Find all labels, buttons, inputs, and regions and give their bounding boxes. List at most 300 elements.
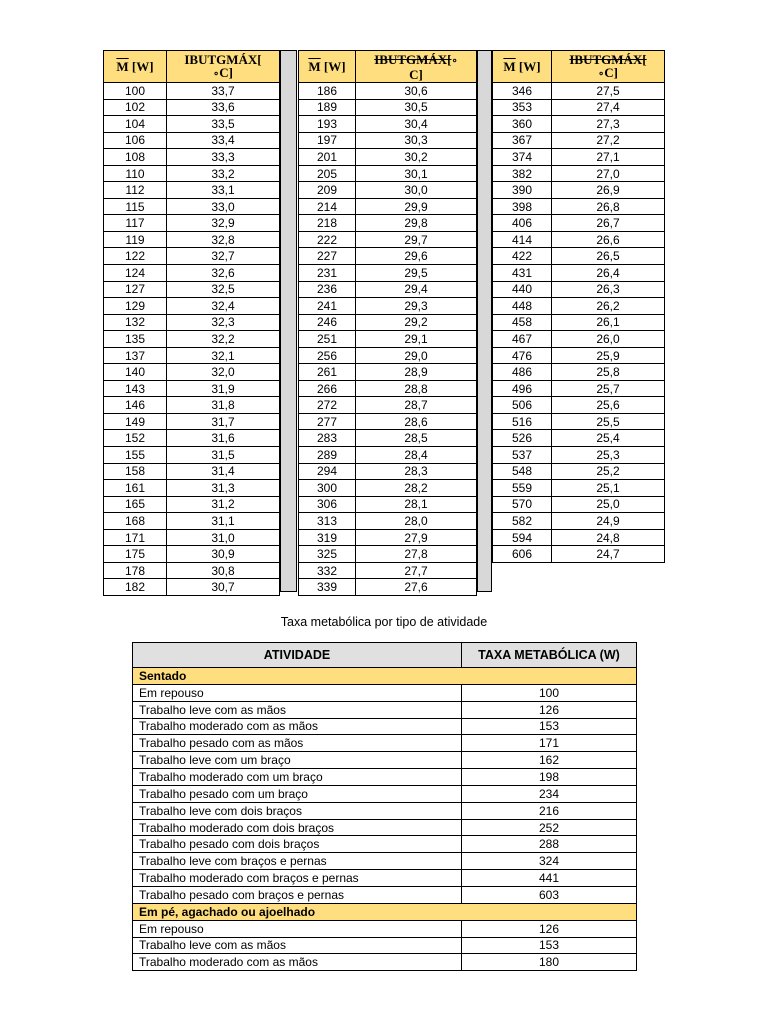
- table-row: [299, 480, 477, 497]
- table-row: [104, 248, 280, 265]
- ibutg-max-cell: 33,2: [167, 165, 280, 182]
- metabolic-rate-cell: 319: [299, 529, 356, 546]
- metabolic-rate-cell: 152: [104, 430, 167, 447]
- group-label: Sentado: [133, 668, 637, 685]
- ibutg-max-cell: 26,6: [552, 231, 665, 248]
- table-row: [133, 836, 637, 853]
- table-row: [104, 83, 280, 100]
- metabolic-rate-cell: 422: [493, 248, 552, 265]
- table-row: [493, 165, 665, 182]
- metabolic-rate-cell: 283: [299, 430, 356, 447]
- ibutg-max-cell: 26,7: [552, 215, 665, 232]
- table-row: [493, 99, 665, 116]
- metabolic-rate-cell: 570: [493, 496, 552, 513]
- metabolic-rate-cell: 486: [493, 364, 552, 381]
- table-row: [493, 198, 665, 215]
- ibutg-max-cell: 24,9: [552, 513, 665, 530]
- metabolic-rate-cell: 306: [299, 496, 356, 513]
- ibutg-max-cell: 28,0: [356, 513, 477, 530]
- table-row: [299, 562, 477, 579]
- ibutg-max-cell: 29,5: [356, 265, 477, 282]
- table-row: [299, 83, 477, 100]
- table-row: [299, 513, 477, 530]
- metabolic-rate-cell: 261: [299, 364, 356, 381]
- table-row: [493, 397, 665, 414]
- activity-cell: Trabalho leve com dois braços: [133, 802, 462, 819]
- ibutg-max-cell: 30,4: [356, 116, 477, 133]
- metabolic-rate-cell: 246: [299, 314, 356, 331]
- ibutg-max-cell: 31,1: [167, 513, 280, 530]
- metabolic-rate-cell: 440: [493, 281, 552, 298]
- ibutg-max-cell: 30,5: [356, 99, 477, 116]
- ibutg-max-cell: 26,8: [552, 198, 665, 215]
- activity-cell: Trabalho leve com as mãos: [133, 701, 462, 718]
- ibutg-max-cell: 29,4: [356, 281, 477, 298]
- ibutg-header: IBUTGMÁX[ ∘C]: [167, 51, 280, 83]
- activity-cell: Em repouso: [133, 920, 462, 937]
- ibutg-max-cell: 27,4: [552, 99, 665, 116]
- table-row: [104, 298, 280, 315]
- ibutg-max-cell: 29,6: [356, 248, 477, 265]
- table-row: [104, 413, 280, 430]
- ibutg-max-cell: 26,4: [552, 265, 665, 282]
- metabolic-rate-cell: 201: [299, 149, 356, 166]
- table-row: [299, 298, 477, 315]
- table-row: [104, 397, 280, 414]
- ibutg-max-cell: 30,8: [167, 562, 280, 579]
- metabolic-rate-cell: 165: [104, 496, 167, 513]
- table-row: [133, 785, 637, 802]
- ibutg-max-cell: 31,0: [167, 529, 280, 546]
- table-row: [104, 463, 280, 480]
- activity-cell: Trabalho leve com braços e pernas: [133, 853, 462, 870]
- metabolic-rate-cell: 476: [493, 347, 552, 364]
- table-row: [299, 347, 477, 364]
- rate-cell: 198: [462, 769, 637, 786]
- ibutg-max-cell: 29,7: [356, 231, 477, 248]
- metabolic-rate-cell: 197: [299, 132, 356, 149]
- table-row: [104, 331, 280, 348]
- rate-cell: 324: [462, 853, 637, 870]
- table-row: [104, 496, 280, 513]
- ibutg-max-cell: 25,5: [552, 413, 665, 430]
- table-row: [493, 132, 665, 149]
- metabolic-rate-cell: 431: [493, 265, 552, 282]
- table-row: [299, 314, 477, 331]
- ibutg-max-cell: 31,3: [167, 480, 280, 497]
- table-row: [299, 546, 477, 563]
- table-row: [104, 132, 280, 149]
- ibutg-max-cell: 30,9: [167, 546, 280, 563]
- table-row: [133, 769, 637, 786]
- table-row: [493, 248, 665, 265]
- ibutg-max-cell: 27,3: [552, 116, 665, 133]
- ibutg-max-cell: 30,7: [167, 579, 280, 596]
- table-row: [133, 937, 637, 954]
- rate-cell: 603: [462, 886, 637, 903]
- table-row: [299, 364, 477, 381]
- table-row: [299, 331, 477, 348]
- table-row: [299, 579, 477, 596]
- table-row: [299, 265, 477, 282]
- table-row: [104, 314, 280, 331]
- metabolic-rate-cell: 406: [493, 215, 552, 232]
- metabolic-rate-cell: 496: [493, 380, 552, 397]
- table-row: [104, 364, 280, 381]
- rate-cell: 153: [462, 937, 637, 954]
- ibutg-max-cell: 27,6: [356, 579, 477, 596]
- metabolic-rate-cell: 526: [493, 430, 552, 447]
- table-row: [493, 496, 665, 513]
- ibutg-max-cell: 28,2: [356, 480, 477, 497]
- ibutg-max-cell: 25,4: [552, 430, 665, 447]
- group-label: Em pé, agachado ou ajoelhado: [133, 903, 637, 920]
- table-row: [493, 281, 665, 298]
- ibutg-max-cell: 30,3: [356, 132, 477, 149]
- metabolic-rate-cell: 266: [299, 380, 356, 397]
- metabolic-rate-cell: 559: [493, 480, 552, 497]
- ibutg-max-cell: 27,2: [552, 132, 665, 149]
- table-row: [104, 347, 280, 364]
- table-row: [299, 281, 477, 298]
- ibutg-max-cell: 32,1: [167, 347, 280, 364]
- metabolic-rate-cell: 256: [299, 347, 356, 364]
- metabolic-rate-cell: 537: [493, 447, 552, 464]
- ibutg-max-cell: 32,9: [167, 215, 280, 232]
- metabolic-rate-cell: 129: [104, 298, 167, 315]
- ibutg-max-cell: 29,3: [356, 298, 477, 315]
- table-row: [299, 248, 477, 265]
- table-row: [299, 496, 477, 513]
- metabolic-rate-cell: 186: [299, 83, 356, 100]
- ibutg-max-cell: 26,5: [552, 248, 665, 265]
- table-row: [104, 182, 280, 199]
- activity-cell: Trabalho moderado com braços e pernas: [133, 870, 462, 887]
- metabolic-rate-cell: 367: [493, 132, 552, 149]
- table-row: [493, 331, 665, 348]
- ibutg-max-cell: 32,5: [167, 281, 280, 298]
- table-row: [104, 513, 280, 530]
- metabolic-rate-cell: 106: [104, 132, 167, 149]
- ibutg-max-cell: 31,6: [167, 430, 280, 447]
- metabolic-rate-cell: 122: [104, 248, 167, 265]
- metabolic-rate-cell: 374: [493, 149, 552, 166]
- activity-cell: Trabalho moderado com as mãos: [133, 718, 462, 735]
- ibutg-max-cell: 27,7: [356, 562, 477, 579]
- ibutg-max-cell: 29,2: [356, 314, 477, 331]
- metabolic-rate-cell: 100: [104, 83, 167, 100]
- ibutg-max-cell: 31,9: [167, 380, 280, 397]
- rate-header: TAXA METABÓLICA (W): [462, 643, 637, 668]
- table-row: [493, 463, 665, 480]
- table-row: [133, 718, 637, 735]
- rate-cell: 153: [462, 718, 637, 735]
- table-row: [493, 480, 665, 497]
- metabolic-rate-cell: 548: [493, 463, 552, 480]
- table-row: [133, 853, 637, 870]
- activity-cell: Trabalho moderado com as mãos: [133, 954, 462, 971]
- metabolic-rate-cell: 214: [299, 198, 356, 215]
- ibutg-max-cell: 28,8: [356, 380, 477, 397]
- ibutg-max-cell: 27,5: [552, 83, 665, 100]
- metabolic-rate-cell: 102: [104, 99, 167, 116]
- ibutg-max-cell: 27,0: [552, 165, 665, 182]
- metabolic-rate-cell: 294: [299, 463, 356, 480]
- activity-cell: Trabalho moderado com um braço: [133, 769, 462, 786]
- ibutg-max-cell: 30,6: [356, 83, 477, 100]
- table-row: [133, 684, 637, 701]
- table-row: [133, 752, 637, 769]
- rate-cell: 126: [462, 920, 637, 937]
- group-row: [133, 903, 637, 920]
- ibutg-max-cell: 28,7: [356, 397, 477, 414]
- table-row: [299, 231, 477, 248]
- metabolic-rate-cell: 241: [299, 298, 356, 315]
- metabolic-rate-cell: 115: [104, 198, 167, 215]
- table-row: [493, 546, 665, 563]
- ibutg-max-cell: 32,7: [167, 248, 280, 265]
- metabolic-rate-cell: 606: [493, 546, 552, 563]
- rate-cell: 180: [462, 954, 637, 971]
- ibutg-max-cell: 25,9: [552, 347, 665, 364]
- metabolic-rate-cell: 124: [104, 265, 167, 282]
- table-row: [104, 198, 280, 215]
- ibutg-max-cell: 26,2: [552, 298, 665, 315]
- rate-cell: 441: [462, 870, 637, 887]
- ibutg-max-cell: 27,9: [356, 529, 477, 546]
- ibutg-max-cell: 28,6: [356, 413, 477, 430]
- metabolic-rate-cell: 289: [299, 447, 356, 464]
- ibutg-max-cell: 26,1: [552, 314, 665, 331]
- ibutg-max-cell: 27,8: [356, 546, 477, 563]
- m-header: $\overline{M}$ [W]: [104, 51, 167, 83]
- ibutg-max-cell: 26,3: [552, 281, 665, 298]
- metabolic-rate-cell: 236: [299, 281, 356, 298]
- metabolic-rate-cell: 205: [299, 165, 356, 182]
- table-row: [493, 314, 665, 331]
- table-row: [299, 132, 477, 149]
- table-row: [104, 215, 280, 232]
- table-row: [104, 149, 280, 166]
- metabolic-rate-cell: 272: [299, 397, 356, 414]
- table-row: [493, 364, 665, 381]
- ibutg-max-cell: 28,9: [356, 364, 477, 381]
- metabolic-rate-cell: 104: [104, 116, 167, 133]
- rate-cell: 100: [462, 684, 637, 701]
- ibutg-max-cell: 33,1: [167, 182, 280, 199]
- activity-cell: Trabalho moderado com dois braços: [133, 819, 462, 836]
- metabolic-rate-cell: 119: [104, 231, 167, 248]
- ibutg-max-cell: 33,5: [167, 116, 280, 133]
- ibutg-max-cell: 26,0: [552, 331, 665, 348]
- table-row: [299, 463, 477, 480]
- metabolic-rate-cell: 137: [104, 347, 167, 364]
- metabolic-rate-cell: 168: [104, 513, 167, 530]
- table-row: [493, 298, 665, 315]
- metabolic-rate-cell: 175: [104, 546, 167, 563]
- ibutg-table-2: [298, 50, 477, 596]
- table-row: [104, 99, 280, 116]
- ibutg-max-cell: 30,0: [356, 182, 477, 199]
- table-row: [299, 182, 477, 199]
- table-row: [493, 513, 665, 530]
- ibutg-max-cell: 32,3: [167, 314, 280, 331]
- ibutg-max-cell: 24,8: [552, 529, 665, 546]
- table-row: [493, 116, 665, 133]
- metabolic-rate-cell: 189: [299, 99, 356, 116]
- table-row: [493, 83, 665, 100]
- table-row: [104, 447, 280, 464]
- table-row: [133, 954, 637, 971]
- table-row: [299, 149, 477, 166]
- table-row: [299, 116, 477, 133]
- metabolic-rate-cell: 149: [104, 413, 167, 430]
- metabolic-rate-cell: 158: [104, 463, 167, 480]
- metabolic-rate-cell: 582: [493, 513, 552, 530]
- metabolic-rate-cell: 140: [104, 364, 167, 381]
- table-row: [133, 886, 637, 903]
- ibutg-max-cell: 31,4: [167, 463, 280, 480]
- activity-cell: Em repouso: [133, 684, 462, 701]
- table-row: [104, 480, 280, 497]
- metabolic-rate-cell: 414: [493, 231, 552, 248]
- m-header: $\overline{M}$ [W]: [493, 51, 552, 83]
- ibutg-max-cell: 31,5: [167, 447, 280, 464]
- activity-cell: Trabalho pesado com dois braços: [133, 836, 462, 853]
- rate-cell: 252: [462, 819, 637, 836]
- table-row: [299, 215, 477, 232]
- activity-cell: Trabalho pesado com as mãos: [133, 735, 462, 752]
- metabolic-rate-cell: 325: [299, 546, 356, 563]
- metabolic-rate-cell: 458: [493, 314, 552, 331]
- ibutg-max-cell: 25,7: [552, 380, 665, 397]
- m-header: $\overline{M}$ [W]: [299, 51, 356, 83]
- ibutg-max-cell: 25,3: [552, 447, 665, 464]
- metabolic-rate-cell: 127: [104, 281, 167, 298]
- ibutg-max-cell: 31,2: [167, 496, 280, 513]
- table-row: [104, 529, 280, 546]
- table-row: [133, 701, 637, 718]
- table-row: [104, 579, 280, 596]
- metabolic-rate-cell: 277: [299, 413, 356, 430]
- table-row: [493, 447, 665, 464]
- ibutg-max-cell: 28,1: [356, 496, 477, 513]
- rate-cell: 171: [462, 735, 637, 752]
- ibutg-max-cell: 29,8: [356, 215, 477, 232]
- ibutg-max-cell: 29,1: [356, 331, 477, 348]
- metabolic-rate-cell: 108: [104, 149, 167, 166]
- column-separator: [477, 50, 492, 592]
- ibutg-max-cell: 30,1: [356, 165, 477, 182]
- table-row: [299, 397, 477, 414]
- metabolic-rate-cell: 227: [299, 248, 356, 265]
- ibutg-max-cell: 28,4: [356, 447, 477, 464]
- ibutg-table-3: [492, 50, 665, 563]
- ibutg-max-cell: 29,9: [356, 198, 477, 215]
- metabolic-rate-cell: 339: [299, 579, 356, 596]
- metabolic-rate-cell: 448: [493, 298, 552, 315]
- table-row: [299, 413, 477, 430]
- table-row: [493, 347, 665, 364]
- ibutg-max-cell: 33,7: [167, 83, 280, 100]
- activity-header: ATIVIDADE: [133, 643, 462, 668]
- table-row: [493, 430, 665, 447]
- metabolic-rate-cell: 346: [493, 83, 552, 100]
- metabolic-rate-table: [132, 642, 637, 971]
- metabolic-rate-cell: 360: [493, 116, 552, 133]
- metabolic-rate-cell: 300: [299, 480, 356, 497]
- ibutg-table-1: [103, 50, 280, 596]
- ibutg-max-cell: 33,3: [167, 149, 280, 166]
- ibutg-max-cell: 27,1: [552, 149, 665, 166]
- metabolic-rate-cell: 146: [104, 397, 167, 414]
- ibutg-max-cell: 25,2: [552, 463, 665, 480]
- table-caption: Taxa metabólica por tipo de atividade: [280, 615, 488, 629]
- ibutg-max-cell: 25,1: [552, 480, 665, 497]
- metabolic-rate-cell: 193: [299, 116, 356, 133]
- table-row: [104, 281, 280, 298]
- table-row: [104, 562, 280, 579]
- table-row: [299, 529, 477, 546]
- metabolic-rate-cell: 209: [299, 182, 356, 199]
- ibutg-max-cell: 30,2: [356, 149, 477, 166]
- table-row: [299, 198, 477, 215]
- ibutg-max-cell: 25,0: [552, 496, 665, 513]
- metabolic-rate-cell: 506: [493, 397, 552, 414]
- metabolic-rate-cell: 332: [299, 562, 356, 579]
- rate-cell: 234: [462, 785, 637, 802]
- metabolic-rate-cell: 218: [299, 215, 356, 232]
- metabolic-rate-cell: 155: [104, 447, 167, 464]
- column-separator: [280, 50, 297, 592]
- activity-cell: Trabalho leve com um braço: [133, 752, 462, 769]
- metabolic-rate-cell: 231: [299, 265, 356, 282]
- ibutg-max-cell: 28,5: [356, 430, 477, 447]
- table-row: [133, 802, 637, 819]
- ibutg-max-cell: 33,6: [167, 99, 280, 116]
- metabolic-rate-cell: 222: [299, 231, 356, 248]
- metabolic-rate-cell: 171: [104, 529, 167, 546]
- table-row: [299, 380, 477, 397]
- metabolic-rate-cell: 143: [104, 380, 167, 397]
- activity-cell: Trabalho pesado com um braço: [133, 785, 462, 802]
- ibutg-max-cell: 25,8: [552, 364, 665, 381]
- activity-cell: Trabalho leve com as mãos: [133, 937, 462, 954]
- table-row: [493, 231, 665, 248]
- ibutg-max-cell: 26,9: [552, 182, 665, 199]
- ibutg-max-cell: 33,4: [167, 132, 280, 149]
- table-row: [493, 413, 665, 430]
- activity-cell: Trabalho pesado com braços e pernas: [133, 886, 462, 903]
- rate-cell: 126: [462, 701, 637, 718]
- table-row: [493, 380, 665, 397]
- metabolic-rate-cell: 313: [299, 513, 356, 530]
- ibutg-max-cell: 32,8: [167, 231, 280, 248]
- rate-cell: 288: [462, 836, 637, 853]
- table-row: [493, 149, 665, 166]
- metabolic-rate-cell: 112: [104, 182, 167, 199]
- ibutg-max-cell: 32,6: [167, 265, 280, 282]
- ibutg-max-cell: 32,4: [167, 298, 280, 315]
- ibutg-max-cell: 25,6: [552, 397, 665, 414]
- metabolic-rate-cell: 161: [104, 480, 167, 497]
- table-row: [104, 546, 280, 563]
- ibutg-max-cell: 32,2: [167, 331, 280, 348]
- table-row: [299, 99, 477, 116]
- ibutg-header: IBUTGMÁX[∘ C]: [356, 51, 477, 83]
- table-row: [493, 215, 665, 232]
- ibutg-max-cell: 32,0: [167, 364, 280, 381]
